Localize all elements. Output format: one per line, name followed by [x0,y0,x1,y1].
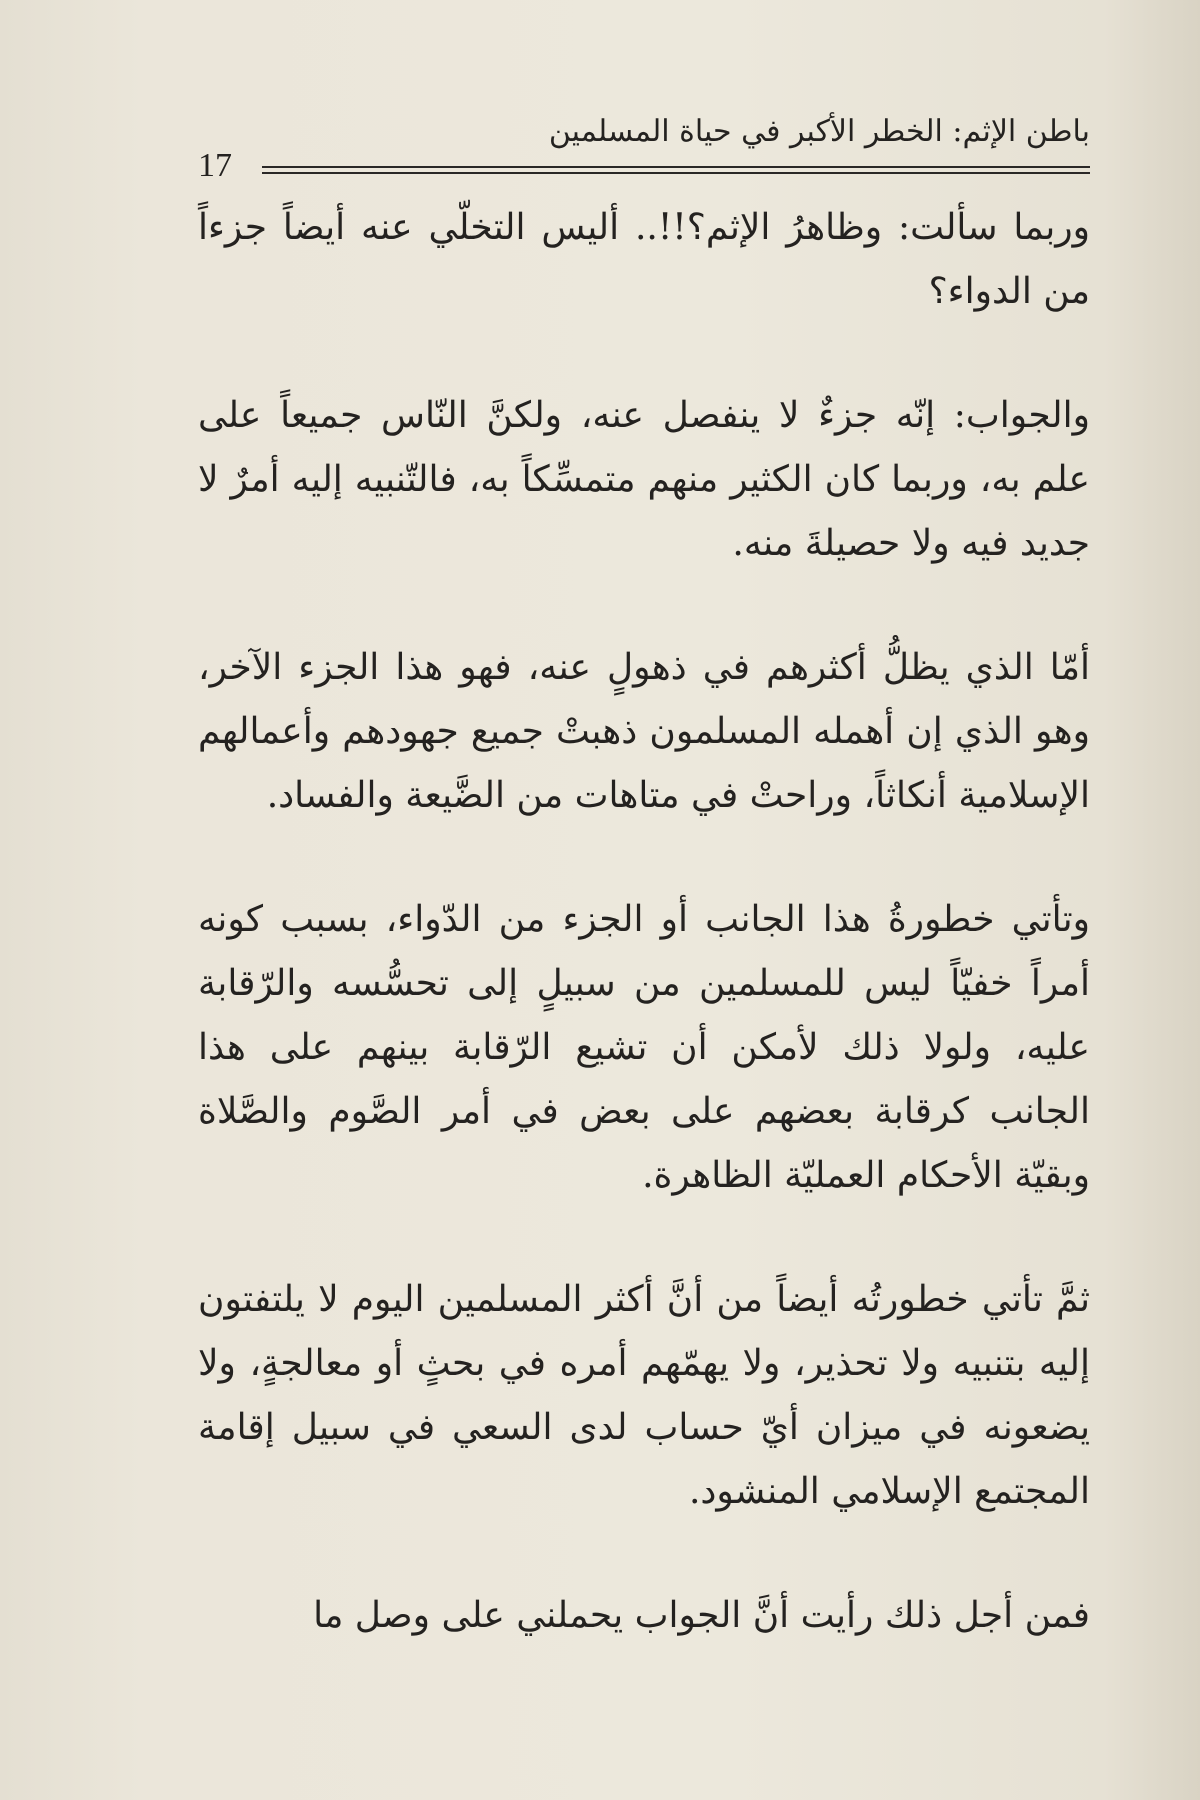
paragraph-1: وربما سألت: وظاهرُ الإثم؟!!.. أليس التخلّي عنه أيضاً جزءاً من الدواء؟ [198,207,1090,312]
paragraph-6: فمن أجل ذلك رأيت أنَّ الجواب يحملني على وصل ما [313,1595,1090,1636]
running-head-title: باطن الإثم: الخطر الأكبر في حياة المسلمين [548,114,1090,149]
paragraph-3: أمّا الذي يظلُّ أكثرهم في ذهولٍ عنه، فهو هذا الجزء الآخر، وهو الذي إن أهمله المسلمون ذهبتْ جميع جهودهم وأعمالهم الإسلامية أنكاثاً، وراحتْ في متاهات من الضَّيعة والفساد. [198,647,1090,816]
paragraph-2: والجواب: إنّه جزءٌ لا ينفصل عنه، ولكنَّ النّاس جميعاً على علم به، وربما كان الكثير منهم متمسِّكاً به، فالتّنبيه إليه أمرٌ لا جديد فيه ولا حصيلةَ منه. [198,395,1090,564]
header-double-rule [262,166,1090,174]
page-number: 17 [198,147,232,184]
paragraph-4: وتأتي خطورةُ هذا الجانب أو الجزء من الدّواء، بسبب كونه أمراً خفيّاً ليس للمسلمين من سبيلٍ إلى تحسُّسه والرّقابة عليه، ولولا ذلك لأمكن أن تشيع الرّقابة بينهم على هذا الجانب كرقابة بعضهم على بعض في أمر الصَّوم والصَّلاة وبقيّة الأحكام العمليّة الظاهرة. [198,899,1090,1196]
paragraph-5: ثمَّ تأتي خطورتُه أيضاً من أنَّ أكثر المسلمين اليوم لا يلتفتون إليه بتنبيه ولا تحذير، ولا يهمّهم أمره في بحثٍ أو معالجةٍ، ولا يضعونه في ميزان أيّ حساب لدى السعي في سبيل إقامة المجتمع الإسلامي المنشود. [198,1279,1090,1512]
body-text [198,196,1090,1648]
